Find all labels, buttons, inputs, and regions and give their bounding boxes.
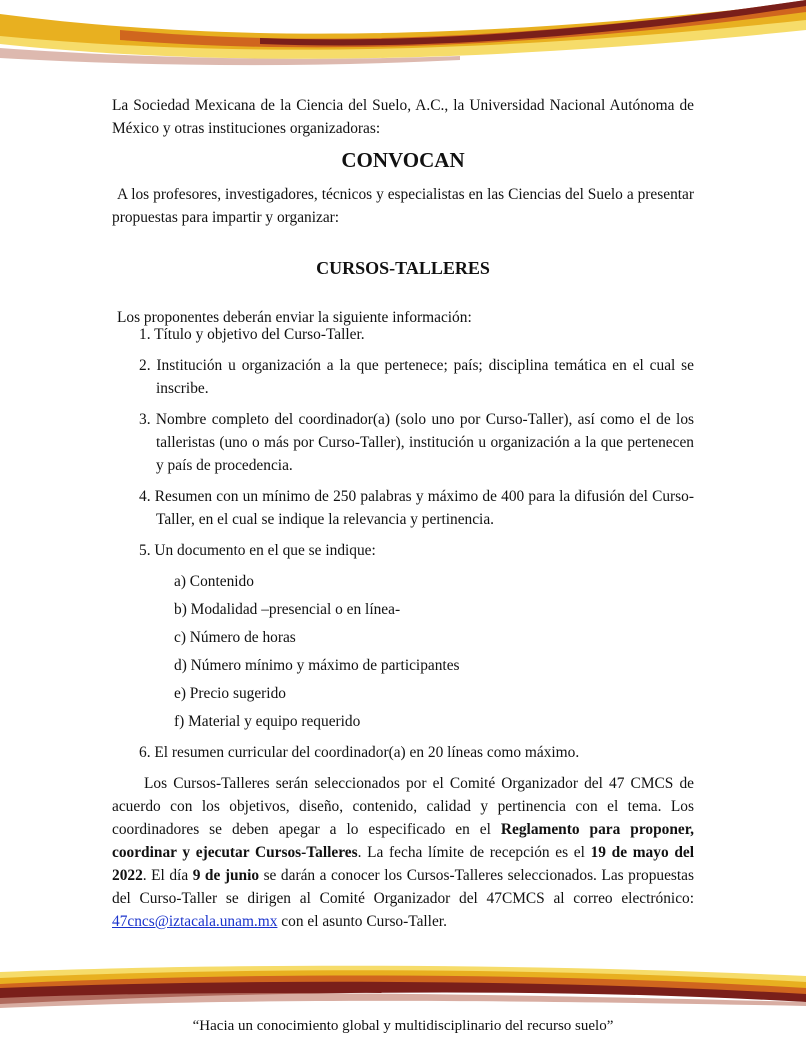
list-item: 1. Título y objetivo del Curso-Taller. [139, 326, 365, 343]
list-item: 6. El resumen curricular del coordinador(a) en 20 líneas como máximo. [139, 744, 580, 761]
requirements-list [126, 323, 694, 772]
list-item: 3. Nombre completo del coordinador(a) (solo uno por Curso-Taller), así como el de los talleristas (uno o más por Curso-Taller), institución u organización a la que pertenecen y país de procedencia. [139, 411, 694, 474]
closing-text: . El día [142, 867, 193, 884]
sub-list-item: a) Contenido [174, 573, 254, 590]
bottom-decorative-band [0, 958, 806, 1008]
sub-list-item: d) Número mínimo y máximo de participantes [174, 657, 460, 674]
deadline-date: 19 de mayo del 2022 [112, 844, 694, 884]
list-item: 4. Resumen con un mínimo de 250 palabras y máximo de 400 para la difusión del Curso-Taller, en el cual se indique la relevancia y pertinencia. [139, 488, 694, 528]
footer-motto: “Hacia un conocimiento global y multidisciplinario del recurso suelo” [192, 1018, 614, 1034]
closing-paragraph [112, 772, 694, 933]
invitation-paragraph: A los profesores, investigadores, técnicos y especialistas en las Ciencias del Suelo a presentar propuestas para impartir y organizar: [112, 186, 694, 226]
lead-in-text: Los proponentes deberán enviar la siguiente información: [117, 309, 472, 327]
sub-list-item: b) Modalidad –presencial o en línea- [174, 601, 401, 618]
announcement-date: 9 de junio [192, 867, 260, 884]
list-item: 2. Institución u organización a la que pertenece; país; disciplina temática en el cual se inscribe. [139, 357, 694, 397]
reglamento-text: Reglamento para proponer, coordinar y ejecutar Cursos-Talleres [112, 821, 695, 861]
sub-list-item: c) Número de horas [174, 629, 296, 646]
intro-paragraph: La Sociedad Mexicana de la Ciencia del Suelo, A.C., la Universidad Nacional Autónoma de México y otras instituciones organizadoras: [112, 97, 694, 137]
sub-list-item: e) Precio sugerido [174, 685, 286, 702]
list-item: 5. Un documento en el que se indique: [139, 542, 376, 559]
closing-text: Los Cursos-Talleres serán seleccionados por el Comité Organizador del 47 CMCS de acuerdo con los objetivos, diseño, contenido, calidad y pertinencia con el tema. Los coordinadores se deben apegar a lo especificado en el [112, 775, 694, 838]
top-decorative-band [0, 0, 806, 70]
title-cursos-talleres: CURSOS-TALLERES [316, 258, 490, 278]
closing-text: se darán a conocer los Cursos-Talleres seleccionados. Las propuestas del Curso-Taller se dirigen al Comité Organizador del 47CMCS al correo electrónico: [112, 867, 694, 907]
closing-text: . La fecha límite de recepción es el [357, 844, 591, 861]
email-link[interactable]: 47cncs@iztacala.unam.mx [112, 913, 278, 930]
title-convocan: CONVOCAN [341, 148, 465, 172]
closing-text: con el asunto Curso-Taller. [277, 913, 447, 930]
sub-list-item: f) Material y equipo requerido [174, 713, 361, 730]
